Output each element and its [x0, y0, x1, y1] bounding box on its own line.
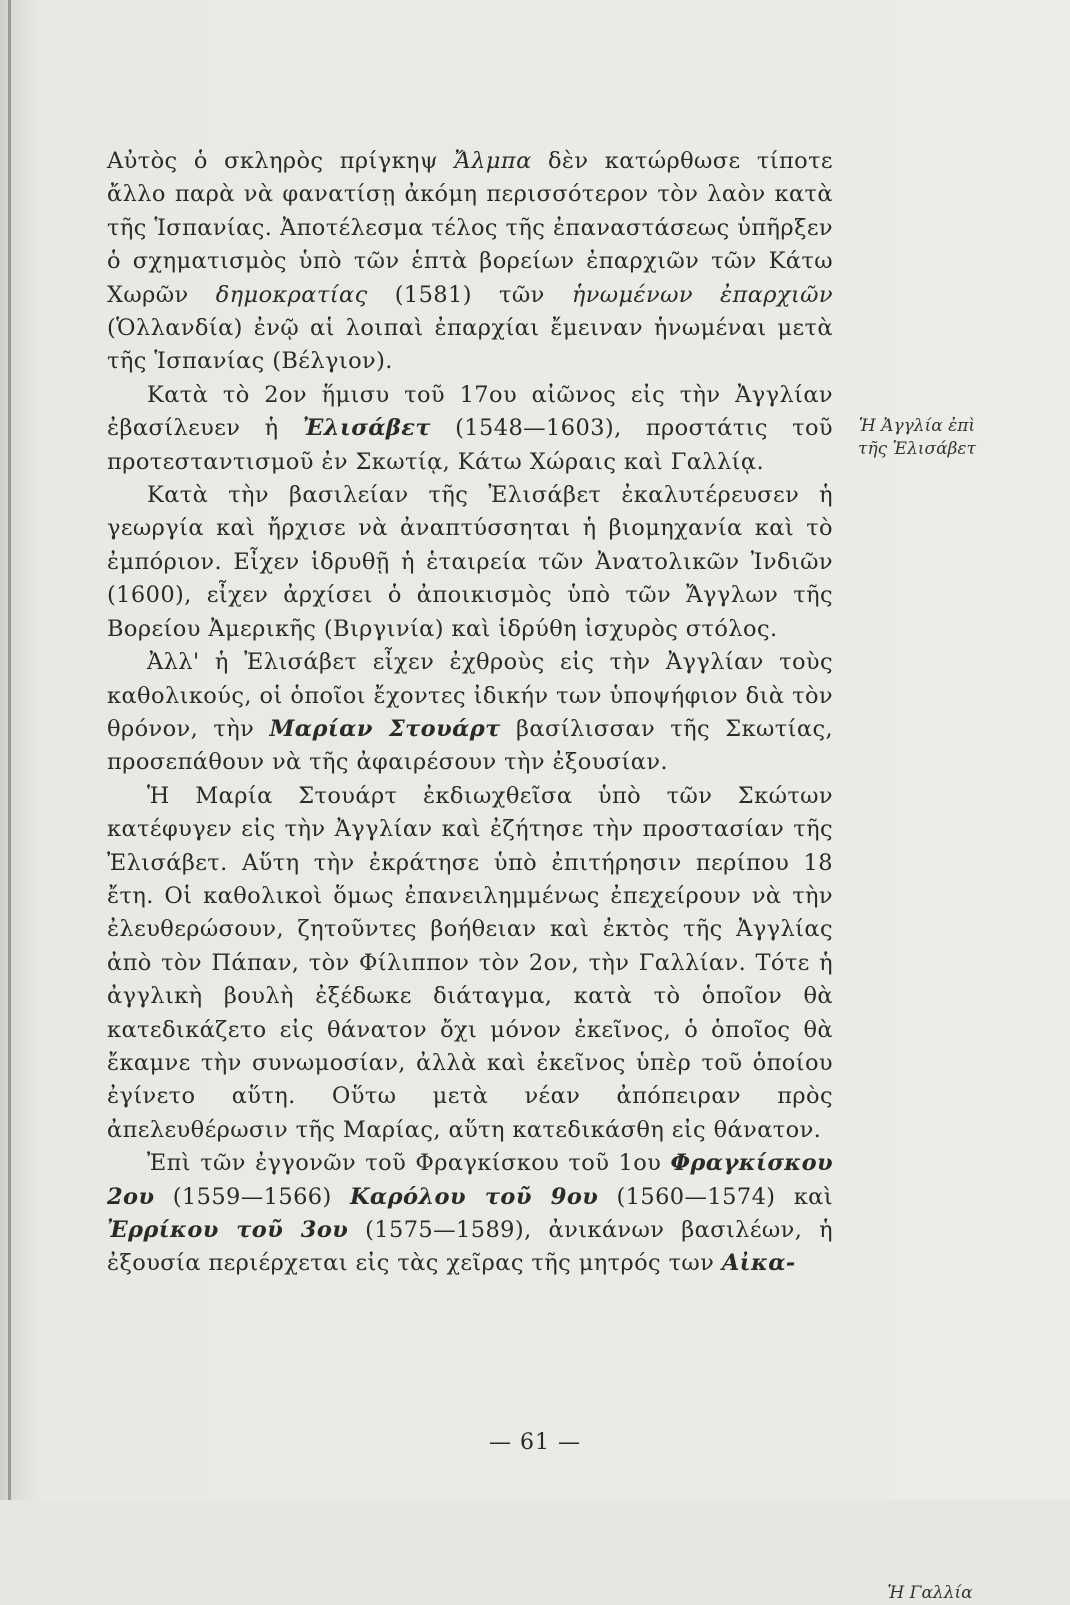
name-alba: Ἄλμπα [454, 148, 532, 174]
paragraph-6 [107, 1147, 833, 1281]
text-run: (1581) τῶν [367, 281, 572, 308]
binding-gutter [8, 0, 11, 1500]
text-run: (1548—1603), προστάτις τοῦ προτεσταντισμοῦ ἐν Σκωτίᾳ, Κάτω Χώραις καὶ Γαλλίᾳ. [107, 415, 833, 475]
text-run: δὲν κατώρθωσε τίποτε ἄλλο παρὰ νὰ φανατίσῃ ἀκόμη περισσότερον τὸν λαὸν κατὰ τῆς Ἱσπανίας. Ἀποτέλεσμα τέλος τῆς ἐπαναστάσεως ὑπῆρξεν ὁ σχηματισμὸς ὑπὸ τῶν ἑπτὰ βορείων ἐπαρχιῶν τῶν Κάτω Χωρῶν [107, 148, 833, 308]
paragraph-1 [107, 145, 833, 379]
name-charles-ix: Καρόλου τοῦ 9ου [349, 1183, 599, 1210]
text-run: Ἐπὶ τῶν ἐγγονῶν τοῦ Φραγκίσκου τοῦ 1ου [147, 1150, 671, 1177]
text-run: βασίλισσαν τῆς Σκωτίας, προσεπάθουν νὰ τῆς ἀφαιρέσουν τὴν ἐξουσίαν. [107, 715, 833, 776]
text-run: (1575—1589), ἀνικάνων βασιλέων, ἡ ἐξουσία περιέρχεται εἰς τὰς χεῖρας τῆς μητρός των [107, 1217, 833, 1277]
paragraph-4 [107, 646, 833, 780]
text-run: (Ὁλλανδία) ἐνῷ αἱ λοιπαὶ ἐπαρχίαι ἔμειναν ἡνωμέναι μετὰ τῆς Ἱσπανίας (Βέλγιον). [107, 315, 833, 375]
name-catherine-start: Αἰκα- [721, 1250, 796, 1277]
margin-note-france: Ἡ Γαλλία [887, 1583, 973, 1603]
term-democracy: δημοκρατίας [215, 281, 368, 308]
text-run: Ἀλλ' ἡ Ἐλισάβετ εἶχεν ἐχθροὺς εἰς τὴν Ἀγγλίαν τοὺς καθολικούς, οἱ ὁποῖοι ἔχοντες ἰδικήν των ὑποψήφιον διὰ τὸν θρόνον, τὴν [107, 649, 833, 742]
margin-note-england: Ἡ Ἀγγλία ἐπὶ τῆς Ἐλισάβετ [858, 416, 976, 459]
name-elizabeth: Ἐλισάβετ [302, 415, 431, 442]
name-francis-ii: Φραγκίσκου 2ου [107, 1150, 833, 1210]
text-run: (1559—1566) [154, 1183, 350, 1210]
main-text [107, 145, 833, 1281]
name-henry-iii: Ἐρρίκου τοῦ 3ου [107, 1217, 349, 1243]
text-run: (1560—1574) καὶ [598, 1183, 833, 1210]
page-number: — 61 — [489, 1430, 581, 1455]
term-united-provinces: ἡνωμένων ἐπαρχιῶν [571, 281, 833, 308]
text-run: Κατὰ τὸ 2ον ἥμισυ τοῦ 17ου αἰῶνος εἰς τὴν Ἀγγλίαν ἐβασίλευεν ἡ [107, 381, 833, 442]
paragraph-3: Κατὰ τὴν βασιλείαν τῆς Ἐλισάβετ ἐκαλυτέρευσεν ἡ γεωργία καὶ ἤρχισε νὰ ἀναπτύσσηται ἡ βιομηχανία καὶ τὸ ἐμπόριον. Εἶχεν ἱδρυθῇ ἡ ἑταιρεία τῶν Ἀνατολικῶν Ἰνδιῶν (1600), εἶχεν ἀρχίσει ὁ ἀποικισμὸς ὑπὸ τῶν Ἄγγλων τῆς Βορείου Ἀμερικῆς (Βιργινία) καὶ ἱδρύθη ἰσχυρὸς στόλος. [107, 482, 833, 642]
name-mary-stuart: Μαρίαν Στουάρτ [269, 715, 501, 742]
text-run: Αὐτὸς ὁ σκληρὸς πρίγκηψ [107, 148, 455, 174]
paragraph-2 [107, 379, 833, 479]
paragraph-5: Ἡ Μαρία Στουάρτ ἐκδιωχθεῖσα ὑπὸ τῶν Σκώτων κατέφυγεν εἰς τὴν Ἀγγλίαν καὶ ἐζήτησε τὴν προστασίαν τῆς Ἐλισάβετ. Αὕτη τὴν ἐκράτησε ὑπὸ ἐπιτήρησιν περίπου 18 ἔτη. Οἱ καθολικοὶ ὅμως ἐπανειλημμένως ἐπεχείρουν νὰ τὴν ἐλευθερώσουν, ζητοῦντες βοήθειαν καὶ ἐκτὸς τῆς Ἀγγλίας ἀπὸ τὸν Πάπαν, τὸν Φίλιππον τὸν 2ον, τὴν Γαλλίαν. Τότε ἡ ἀγγλικὴ βουλὴ ἐξέδωκε διάταγμα, κατὰ τὸ ὁποῖον θὰ κατεδικάζετο εἰς θάνατον ὄχι μόνον ἐκεῖνος, ὁ ὁποῖος θὰ ἔκαμνε τὴν συνωμοσίαν, ἀλλὰ καὶ ἐκεῖνος ὑπὲρ τοῦ ὁποίου ἐγίνετο αὕτη. Οὕτω μετὰ νέαν ἀπόπειραν πρὸς ἀπελευθέρωσιν τῆς Μαρίας, αὕτη κατεδικάσθη εἰς θάνατον. [107, 782, 833, 1143]
